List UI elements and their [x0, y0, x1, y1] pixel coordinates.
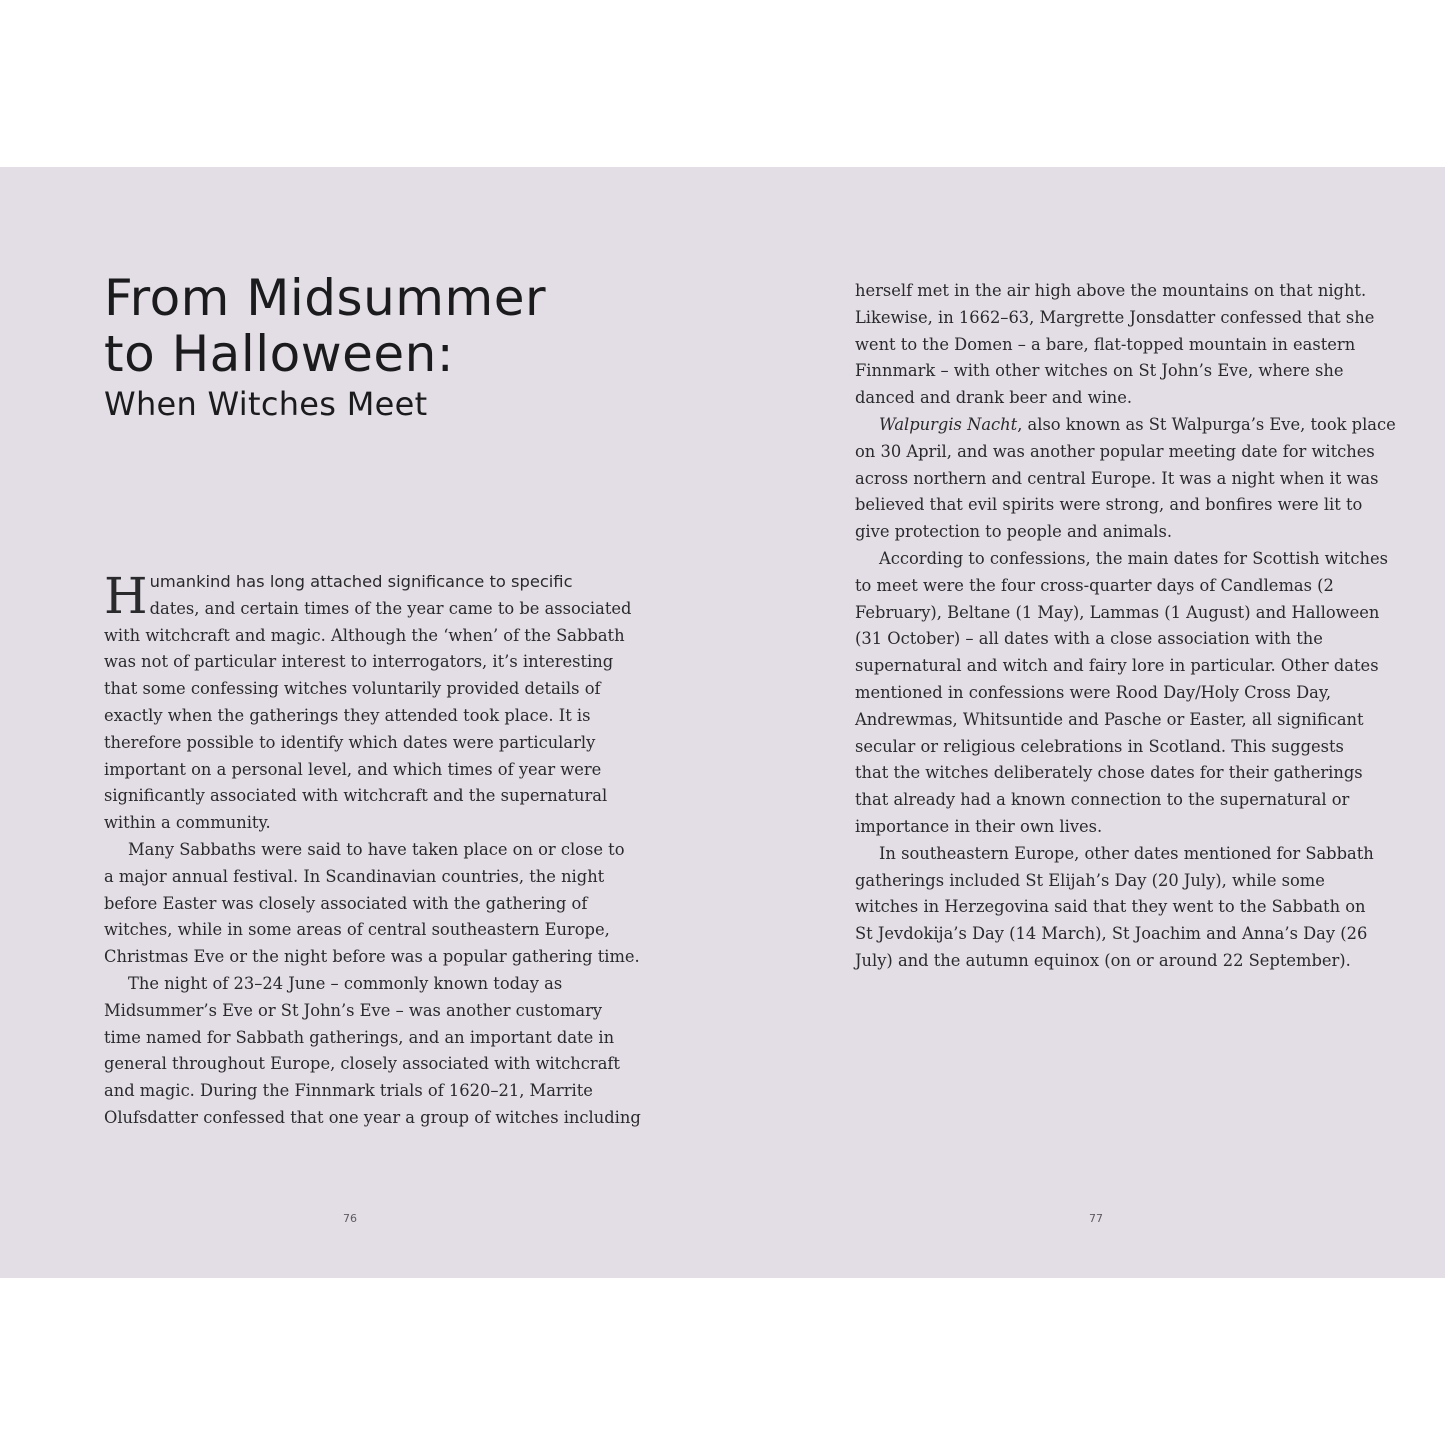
chapter-title [104, 270, 624, 424]
text-line: St Jevdokija’s Day (14 March), St Joachim and Anna’s Day (26 [855, 924, 1368, 944]
right-page-text [855, 278, 1396, 975]
text-line: on 30 April, and was another popular meeting date for witches [855, 441, 1375, 461]
title-line-1: From Midsummer [104, 269, 547, 327]
text-line: believed that evil spirits were strong, and bonfires were lit to [855, 495, 1363, 515]
italic-term: Walpurgis Nacht [879, 414, 1018, 434]
text-line: secular or religious celebrations in Scotland. This suggests [855, 736, 1344, 756]
text-line: to meet were the four cross-quarter days of Candlemas (2 [855, 575, 1334, 595]
text-line: went to the Domen – a bare, flat-topped mountain in eastern [855, 334, 1356, 354]
text-fragment: , also known as St Walpurga’s Eve, took place [1017, 414, 1396, 434]
text-line: significantly associated with witchcraft and the supernatural [104, 786, 608, 806]
text-line: dates, and certain times of the year came to be associated [149, 598, 632, 618]
page-number-left: 76 [343, 1212, 357, 1225]
text-line: Midsummer’s Eve or St John’s Eve – was another customary [104, 1000, 603, 1020]
text-line: gatherings included St Elijah’s Day (20 July), while some [855, 870, 1325, 890]
text-line: February), Beltane (1 May), Lammas (1 August) and Halloween [855, 602, 1380, 622]
text-line: Olufsdatter confessed that one year a group of witches including [104, 1107, 641, 1127]
text-line: umankind has long attached significance to specific [149, 572, 573, 591]
text-line: exactly when the gatherings they attended took place. It is [104, 705, 591, 725]
text-line: important on a personal level, and which times of year were [104, 759, 602, 779]
text-line: time named for Sabbath gatherings, and an important date in [104, 1027, 615, 1047]
text-line: Finnmark – with other witches on St John’s Eve, where she [855, 361, 1344, 381]
text-line: Many Sabbaths were said to have taken place on or close to [128, 839, 625, 859]
text-line: that some confessing witches voluntarily provided details of [104, 679, 601, 699]
text-line: Christmas Eve or the night before was a popular gathering time. [104, 947, 640, 967]
text-line: general throughout Europe, closely associated with witchcraft [104, 1054, 620, 1074]
text-line: with witchcraft and magic. Although the ‘when’ of the Sabbath [104, 625, 625, 645]
text-line [855, 412, 1396, 439]
text-line: witches, while in some areas of central southeastern Europe, [104, 920, 610, 940]
text-line: give protection to people and animals. [855, 522, 1173, 542]
text-line: a major annual festival. In Scandinavian countries, the night [104, 866, 605, 886]
text-line: witches in Herzegovina said that they went to the Sabbath on [855, 897, 1366, 917]
left-page-text [104, 567, 641, 1132]
text-line: before Easter was closely associated with the gathering of [104, 893, 588, 913]
text-line: supernatural and witch and fairy lore in particular. Other dates [855, 656, 1379, 676]
text-line: was not of particular interest to interrogators, it’s interesting [104, 652, 614, 672]
text-line: and magic. During the Finnmark trials of 1620–21, Marrite [104, 1081, 593, 1101]
chapter-subtitle: When Witches Meet [104, 385, 428, 423]
title-line-2: to Halloween: [104, 325, 455, 383]
text-line: The night of 23–24 June – commonly known today as [128, 973, 563, 993]
text-line: importance in their own lives. [855, 816, 1103, 836]
text-line: within a community. [104, 813, 271, 833]
text-line: According to confessions, the main dates for Scottish witches [879, 548, 1388, 568]
text-line: that already had a known connection to the supernatural or [855, 790, 1350, 810]
text-line: mentioned in confessions were Rood Day/Holy Cross Day, [855, 682, 1332, 702]
text-line: Likewise, in 1662–63, Margrette Jonsdatter confessed that she [855, 307, 1375, 327]
text-line: (31 October) – all dates with a close association with the [855, 629, 1323, 649]
text-line: therefore possible to identify which dates were particularly [104, 732, 596, 752]
text-line: In southeastern Europe, other dates mentioned for Sabbath [879, 843, 1374, 863]
text-line: herself met in the air high above the mountains on that night. [855, 281, 1367, 300]
text-line: danced and drank beer and wine. [855, 388, 1133, 408]
book-spread [0, 167, 1445, 1278]
text-line: across northern and central Europe. It was a night when it was [855, 468, 1379, 488]
drop-cap: H [104, 567, 148, 625]
page-number-right: 77 [1089, 1212, 1103, 1225]
text-line: July) and the autumn equinox (on or around 22 September). [855, 950, 1351, 970]
text-line: Andrewmas, Whitsuntide and Pasche or Easter, all significant [855, 709, 1364, 729]
text-line: that the witches deliberately chose dates for their gatherings [855, 763, 1363, 783]
